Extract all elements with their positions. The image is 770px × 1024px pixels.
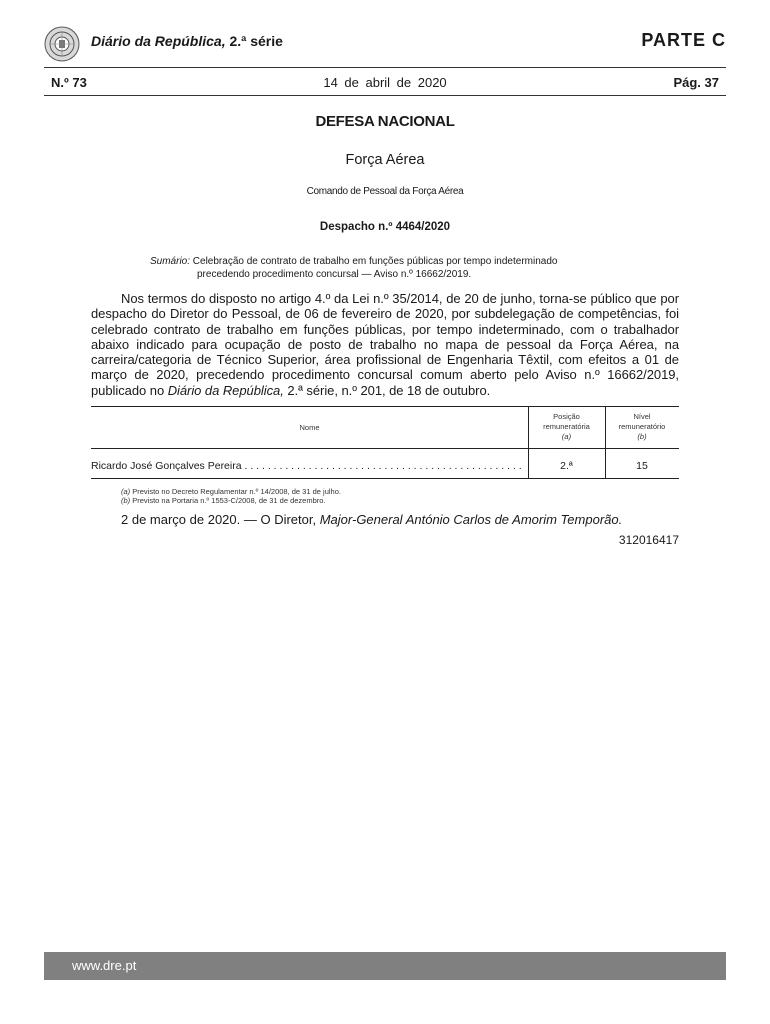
table-rule-header <box>91 448 679 449</box>
table-cell-position: 2.ª <box>560 460 573 472</box>
column-header-position-note: (a) <box>561 432 572 441</box>
footer-bar <box>44 952 726 980</box>
column-header-level-line-2: remuneratório <box>618 422 666 431</box>
signoff-name: Major-General António Carlos de Amorim Temporão. <box>319 512 623 527</box>
body-text-after: 2.ª série, n.º 201, de 18 de outubro. <box>283 382 491 398</box>
table-rule-bottom <box>91 478 679 479</box>
summary-line-1: Celebração de contrato de trabalho em funções públicas por tempo indeterminado <box>190 256 558 267</box>
column-header-name: Nome <box>299 423 320 432</box>
note-b-text: Previsto na Portaria n.º 1553-C/2008, de 31 de dezembro. <box>130 496 326 505</box>
body-text-before: Nos termos do disposto no artigo 4.º da Lei n.º 35/2014, de 20 de junho, torna-se público que por despacho do Diretor do Pessoal, de 06 de fevereiro de 2020, por subdelegação de competências, foi celebrado contrato de trabalho em funções públicas, por tempo indeterminado, com o trabalhador abaixo indicado para ocupação de posto de trabalho no mapa de pessoal da Força Aérea, na carreira/categoria de Técnico Superior, área profissional de Engenharia Têxtil, com efeitos a 01 de março de 2020, precedendo procedimento concursal comum aberto pelo Aviso n.º 16662/2019, publicado no <box>91 291 679 398</box>
table-notes <box>121 487 341 505</box>
publication-series: 2.ª série <box>225 33 283 49</box>
summary <box>150 255 630 281</box>
table-cell-name: Ricardo José Gonçalves Pereira . . . . . . . . . . . . . . . . . . . . . . . . . . . . . . . . . . . . . . . . . . . . . . . . <box>91 460 522 472</box>
unit-heading: Comando de Pessoal da Força Aérea <box>306 186 464 197</box>
column-header-level-line-1: Nível <box>633 412 651 421</box>
body-italic-publication: Diário da República, <box>167 382 284 398</box>
publication-name: Diário da República, <box>91 33 226 49</box>
note-a <box>121 487 341 496</box>
table-cell-level: 15 <box>636 460 648 472</box>
page-number: Pág. 37 <box>673 75 719 90</box>
column-header-position <box>528 412 605 442</box>
column-header-position-line-1: Posição <box>553 412 580 421</box>
note-b <box>121 496 341 505</box>
column-header-level-note: (b) <box>637 432 647 441</box>
despacho-title: Despacho n.º 4464/2020 <box>319 221 451 233</box>
signoff <box>121 512 622 527</box>
summary-label: Sumário: <box>150 256 191 267</box>
footer-website-link[interactable]: www.dre.pt <box>72 958 137 973</box>
signoff-date-role: 2 de março de 2020. — O Diretor, <box>121 512 320 527</box>
header-rule-bottom <box>44 95 726 96</box>
coat-of-arms-icon <box>44 26 80 62</box>
header-rule-top <box>44 67 726 68</box>
note-b-mark: (b) <box>121 496 131 505</box>
column-header-level <box>605 412 679 442</box>
issue-date: 14 de abril de 2020 <box>323 75 447 90</box>
document-code: 312016417 <box>618 533 679 547</box>
branch-heading: Força Aérea <box>345 152 425 168</box>
note-a-text: Previsto no Decreto Regulamentar n.º 14/2008, de 31 de julho. <box>130 487 341 496</box>
ministry-heading: DEFESA NACIONAL <box>315 113 455 130</box>
issue-number: N.º 73 <box>51 75 87 90</box>
gazette-header <box>44 24 726 64</box>
gazette-title <box>91 33 283 49</box>
part-label: PARTE C <box>641 30 726 50</box>
table-rule-top <box>91 406 679 407</box>
body-paragraph <box>91 291 679 398</box>
column-header-position-line-2: remuneratória <box>543 422 590 431</box>
note-a-mark: (a) <box>121 487 131 496</box>
summary-line-2: precedendo procedimento concursal — Aviso n.º 16662/2019. <box>197 269 472 280</box>
